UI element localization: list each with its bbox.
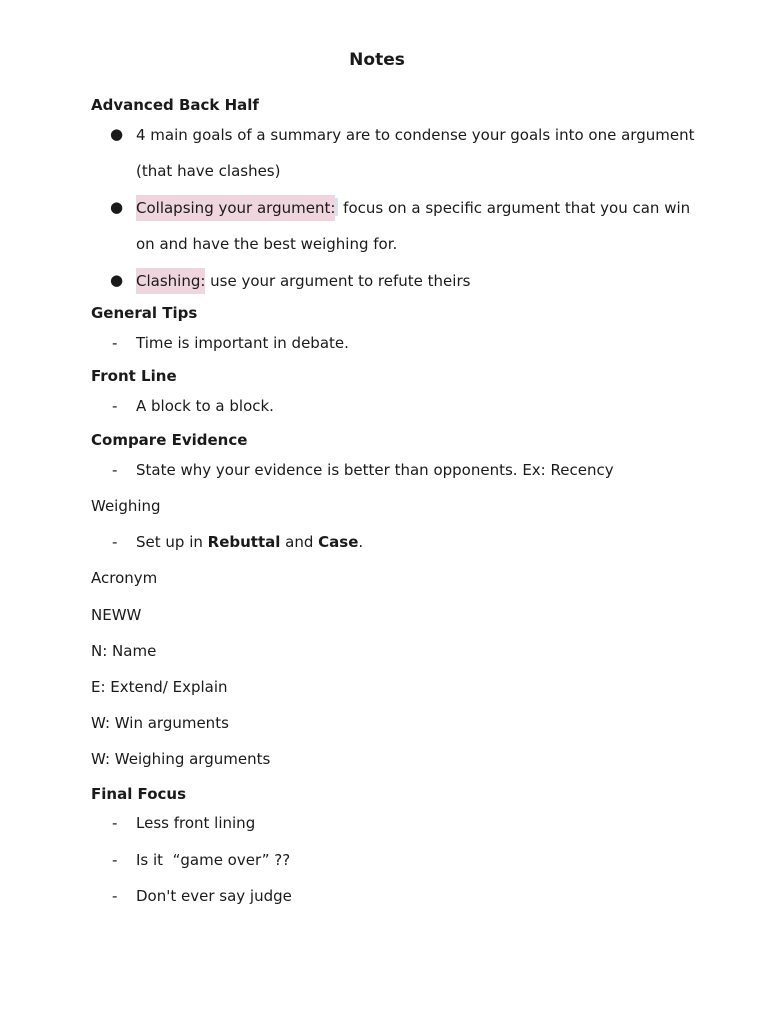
list-item: [110, 263, 710, 299]
label-acronym: Acronym: [91, 569, 158, 587]
list-item-text: Less front lining: [136, 814, 256, 832]
acronym-line: W: Win arguments: [91, 714, 229, 732]
bullet-icon: ●: [110, 125, 124, 143]
list-item-text: State why your evidence is better than opponents. Ex: Recency: [136, 461, 614, 479]
list-item-text: Time is important in debate.: [136, 334, 349, 352]
list-item-text: Don't ever say judge: [136, 887, 292, 905]
bold-term-case: Case: [318, 533, 359, 551]
list-item-text: A block to a block.: [136, 397, 274, 415]
list-item-text: 4 main goals of a summary are to condense your goals into one argument (that have clashes): [136, 126, 695, 180]
list-item-text: Is it “game over” ??: [136, 851, 291, 869]
text-middle: and: [280, 533, 319, 551]
heading-front-line: Front Line: [91, 367, 177, 385]
acronym-line: N: Name: [91, 642, 157, 660]
bullet-icon: ●: [110, 271, 124, 289]
highlighted-term: Clashing:: [136, 268, 205, 294]
heading-final-focus: Final Focus: [91, 785, 186, 803]
bullet-icon: ●: [110, 198, 124, 216]
dash-icon: -: [112, 851, 118, 869]
list-item: [110, 117, 710, 189]
acronym-word: NEWW: [91, 606, 142, 624]
dash-icon: -: [112, 887, 118, 905]
label-weighing: Weighing: [91, 497, 161, 515]
list-item-text: [136, 533, 363, 551]
list-item-body: focus on a specific argument that you can win on and have the best weighing for.: [136, 199, 691, 253]
bold-term-rebuttal: Rebuttal: [207, 533, 281, 551]
acronym-line: W: Weighing arguments: [91, 750, 271, 768]
dash-icon: -: [112, 334, 118, 352]
acronym-line: E: Extend/ Explain: [91, 678, 228, 696]
dash-icon: -: [112, 461, 118, 479]
heading-advanced-back-half: Advanced Back Half: [91, 96, 259, 114]
text-prefix: Set up in: [136, 533, 208, 551]
list-item-body: use your argument to refute theirs: [205, 272, 471, 290]
page-title: Notes: [349, 50, 405, 70]
dash-icon: -: [112, 397, 118, 415]
heading-general-tips: General Tips: [91, 304, 198, 322]
list-item: [110, 190, 710, 262]
list-item-text: [136, 190, 696, 262]
text-suffix: .: [358, 533, 364, 551]
heading-compare-evidence: Compare Evidence: [91, 431, 248, 449]
dash-icon: -: [112, 814, 118, 832]
highlighted-term: Collapsing your argument:: [136, 195, 335, 221]
list-item-text: [136, 263, 696, 299]
dash-icon: -: [112, 533, 118, 551]
